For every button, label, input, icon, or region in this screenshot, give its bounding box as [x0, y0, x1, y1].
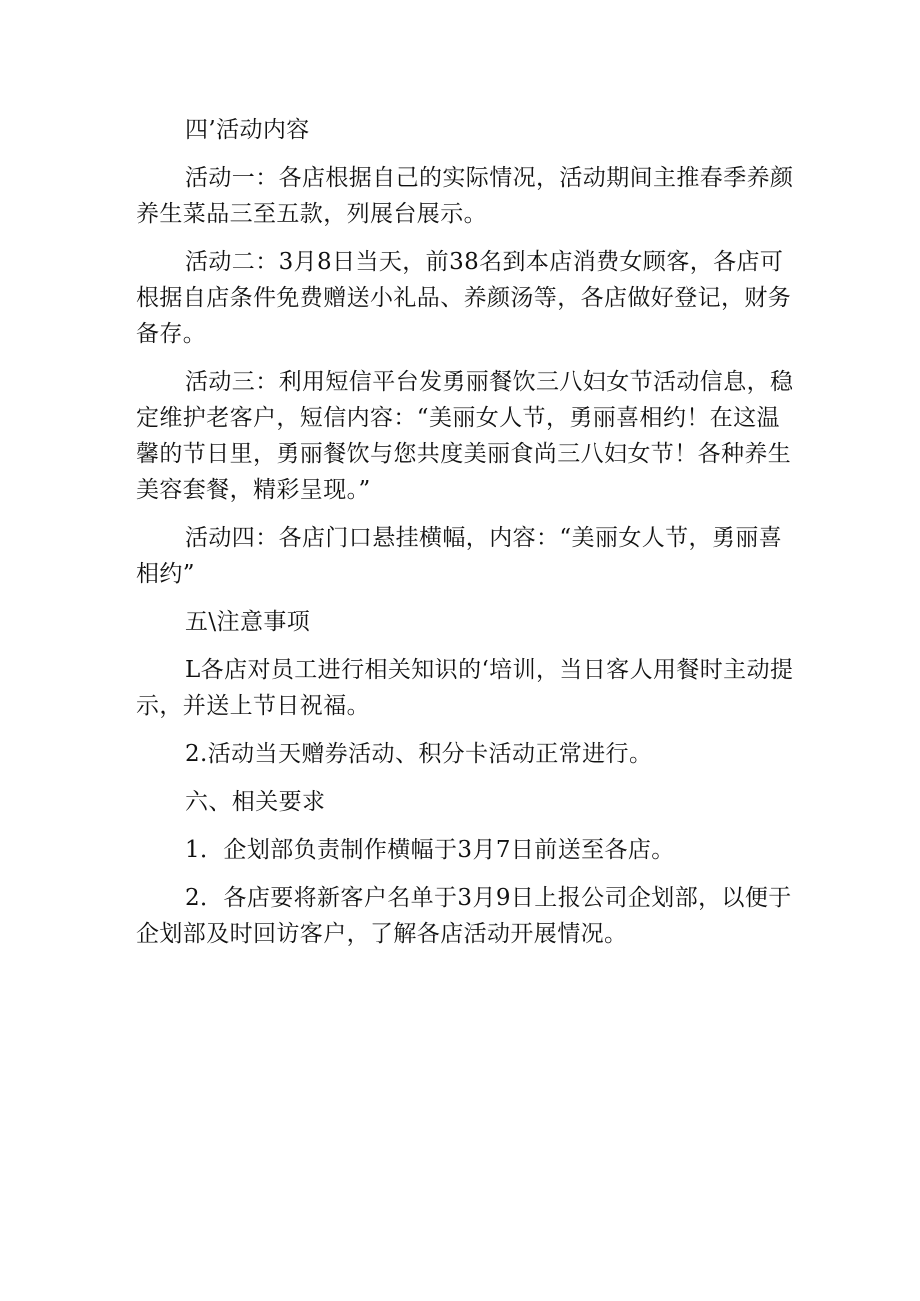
- activity-1-paragraph: 活动一：各店根据自己的实际情况，活动期间主推春季养颜养生菜品三至五款，列展台展示。: [136, 165, 794, 227]
- requirement-1-paragraph: 1．企划部负责制作横幅于3月7日前送至各店。: [185, 837, 675, 863]
- section5-heading: 五\注意事项: [185, 609, 311, 635]
- requirement-2-paragraph: 2．各店要将新客户名单于3月9日上报公司企划部，以便于企划部及时回访客户，了解各店活动开展情况。: [136, 885, 792, 947]
- activity-2-paragraph: 活动二：3月8日当天，前38名到本店消费女顾客，各店可根据自店条件免费赠送小礼品、养颜汤等，各店做好登记，财务备存。: [136, 249, 792, 347]
- section4-heading: 四’活动内容: [185, 117, 310, 143]
- document-body: [136, 112, 796, 964]
- section6-heading: 六、相关要求: [185, 789, 326, 815]
- note-1-paragraph: L各店对员工进行相关知识的‘培训，当日客人用餐时主动提示，并送上节日祝福。: [136, 657, 794, 719]
- activity-3-paragraph: 活动三：利用短信平台发勇丽餐饮三八妇女节活动信息，稳定维护老客户，短信内容：“美丽女人节，勇丽喜相约！在这温馨的节日里，勇丽餐饮与您共度美丽食尚三八妇女节！各种养生美容套餐，精彩呈现。”: [136, 369, 794, 503]
- activity-4-paragraph: 活动四：各店门口悬挂横幅，内容：“美丽女人节，勇丽喜相约”: [136, 525, 783, 587]
- note-2-paragraph: 2.活动当天赠券活动、积分卡活动正常进行。: [185, 741, 653, 767]
